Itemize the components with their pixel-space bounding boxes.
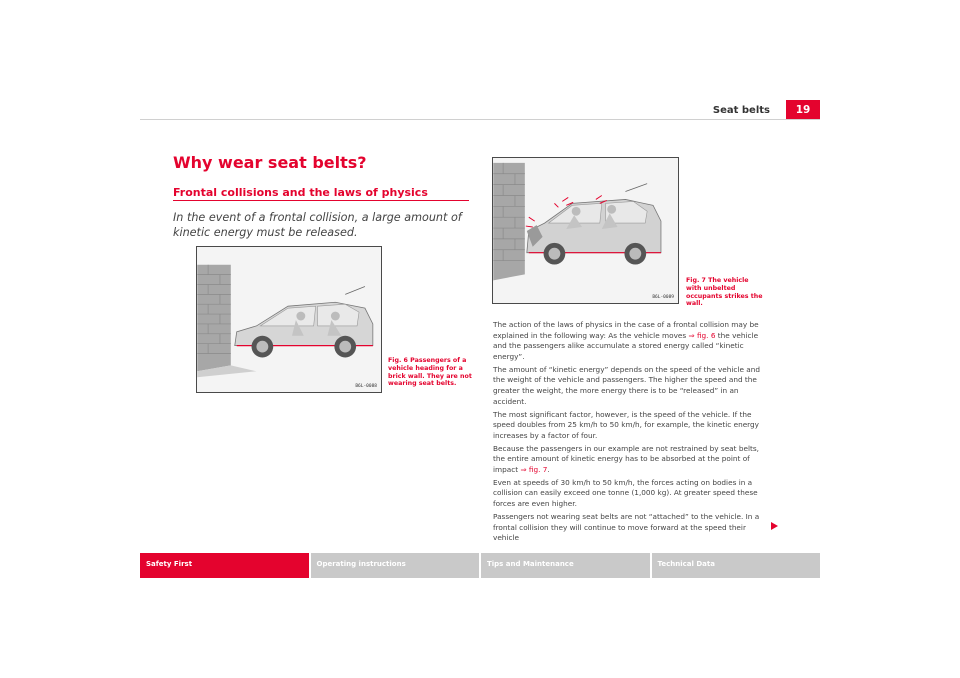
paragraph: Even at speeds of 30 km/h to 50 km/h, the forces acting on bodies in a collision can easily exceed one tonne (1,000 kg). At greater speed these forces are even higher.	[493, 477, 758, 509]
footer-nav	[140, 553, 820, 578]
figure-6-caption: Fig. 6 Passengers of a vehicle heading for a brick wall. They are not wearing seat belts.	[388, 357, 472, 388]
car-wall-illustration	[197, 247, 381, 392]
crash-illustration	[493, 158, 678, 303]
tab-technical-data[interactable]: Technical Data	[652, 553, 821, 578]
paragraph	[493, 320, 773, 362]
page-number: 19	[786, 100, 820, 119]
figure-6-car-approaching-wall	[196, 246, 382, 393]
text-run: The action of the laws of physics in the case of a frontal collision may be explained in the following way: As the vehicle moves	[493, 320, 759, 340]
tab-operating-instructions[interactable]: Operating instructions	[311, 553, 480, 578]
figure-7-car-hits-wall	[492, 157, 679, 304]
figure-7-link[interactable]: ⇒ fig. 7	[520, 464, 548, 474]
running-header-title: Seat belts	[712, 105, 770, 116]
tab-safety-first[interactable]: Safety First	[140, 553, 309, 578]
figure-6-code: B6L-0088	[355, 384, 377, 389]
paragraph: Passengers not wearing seat belts are not “attached” to the vehicle. In a frontal collision they will continue to move forward at the speed their vehicle	[493, 512, 760, 543]
paragraph	[493, 444, 773, 476]
intro-text: In the event of a frontal collision, a large amount of kinetic energy must be released.	[173, 211, 462, 239]
body-text	[493, 320, 773, 546]
section-heading: Frontal collisions and the laws of physics	[173, 186, 428, 199]
figure-7-code: B6L-0089	[652, 295, 674, 300]
tab-tips-and-maintenance[interactable]: Tips and Maintenance	[481, 553, 650, 578]
section-heading-rule	[173, 200, 469, 201]
header-divider	[140, 119, 820, 120]
continue-arrow-icon[interactable]	[771, 522, 778, 530]
page-title: Why wear seat belts?	[173, 153, 367, 172]
text-run: Because the passengers in our example are not restrained by seat belts, the entire amount of kinetic energy has to be absorbed at the point of impact	[493, 443, 759, 474]
text-run: the vehicle and the passengers alike accumulate a stored energy called “kinetic energy”.	[493, 330, 759, 361]
paragraph: The amount of “kinetic energy” depends on the speed of the vehicle and the weight of the vehicle and passengers. The higher the speed and the greater the weight, the more energy there is to be “released” in an accident.	[493, 364, 760, 406]
paragraph: The most significant factor, however, is the speed of the vehicle. If the speed doubles from 25 km/h to 50 km/h, for example, the kinetic energy increases by a factor of four.	[493, 409, 760, 440]
brick-wall	[493, 163, 525, 280]
figure-6-link[interactable]: ⇒ fig. 6	[688, 330, 716, 340]
text-run: .	[547, 464, 550, 474]
figure-7-caption: Fig. 7 The vehicle with unbelted occupants strikes the wall.	[686, 277, 763, 308]
